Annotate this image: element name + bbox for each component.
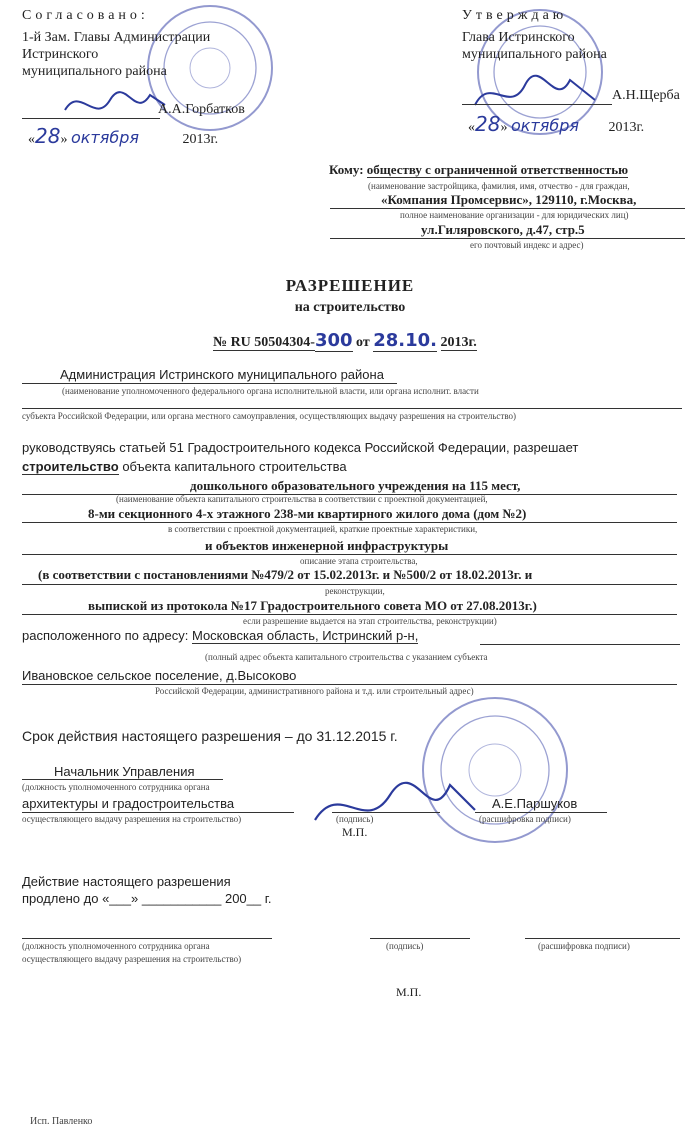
permits-word: строительство: [22, 459, 119, 474]
extension-stamp-mark: М.П.: [396, 985, 422, 999]
permit-year: 2013г.: [440, 335, 477, 350]
signer-position-hint1: (должность уполномоченного сотрудника органа: [22, 782, 210, 792]
approval-right-line1: Глава Истринского: [462, 30, 575, 45]
recipient-hint2: полное наименование организации - для юридических лиц): [400, 210, 629, 220]
object-hint2: в соответствии с проектной документацией, краткие проектные характеристики,: [168, 524, 478, 534]
permit-from-label: от: [356, 335, 370, 350]
validity-text: Срок действия настоящего разрешения – до 31.12.2015 г.: [22, 728, 398, 744]
permit-number-hand: 300: [314, 330, 353, 351]
recipient-line2: «Компания Промсервис», 129110, г.Москва,: [381, 192, 637, 207]
approval-left-line3: муниципального района: [22, 64, 167, 79]
signer-name: А.Е.Паршуков: [492, 796, 578, 811]
document-subtitle: на строительство: [294, 300, 406, 315]
approval-left-month: октября: [70, 128, 139, 147]
signer-name-hint: (расшифровка подписи): [479, 814, 571, 824]
object-line4: (в соответствии с постановлениями №479/2 от 15.02.2013г. и №500/2 от 18.02.2013г. и: [38, 567, 533, 582]
signer-position1: Начальник Управления: [22, 764, 223, 780]
approval-left-year: 2013г.: [182, 132, 219, 147]
signature-bottom: [310, 770, 480, 840]
address-value1: Московская область, Истринский р-н,: [191, 628, 419, 643]
object-hint1: (наименование объекта капитального строительства в соответствии с проектной документацией,: [116, 494, 488, 504]
object-hint4: реконструкции,: [325, 586, 385, 596]
authority-hint1: (наименование уполномоченного федерального органа исполнительной власти, или органа исполнит. власти: [62, 386, 479, 396]
approval-right-month: октября: [510, 116, 579, 135]
authority-name: Администрация Истринского муниципального района: [60, 367, 384, 382]
document-title: РАЗРЕШЕНИЕ: [285, 276, 415, 295]
authority-hint2: субъекта Российской Федерации, или органа местного самоуправления, осуществляющих выдачу разрешения на строительство): [22, 411, 517, 421]
object-line3: и объектов инженерной инфраструктуры: [205, 538, 449, 553]
recipient-org-type: обществу с ограниченной ответственностью: [366, 162, 629, 177]
recipient-label: Кому:: [329, 162, 364, 177]
approval-right-signer: А.Н.Щерба: [612, 88, 680, 103]
approval-right-header: Утверждаю: [462, 8, 568, 23]
extension-hint-decode: (расшифровка подписи): [538, 941, 630, 951]
signer-sign-hint: (подпись): [336, 814, 374, 824]
extension-line2: продлено до «___» ___________ 200__ г.: [22, 891, 272, 906]
signer-position-hint2: осуществляющего выдачу разрешения на строительство): [22, 814, 242, 824]
approval-left-signer: А.А.Горбатков: [158, 102, 245, 117]
object-line1: дошкольного образовательного учреждения на 115 мест,: [190, 478, 521, 493]
signer-stamp-mark: М.П.: [342, 825, 368, 839]
approval-left-header: Согласовано:: [22, 8, 149, 23]
object-hint3: описание этапа строительства,: [300, 556, 418, 566]
address-label: расположенного по адресу:: [22, 628, 189, 643]
recipient-line3: ул.Гиляровского, д.47, стр.5: [421, 222, 585, 237]
object-hint5: если разрешение выдается на этап строительства, реконструкции): [243, 616, 497, 626]
approval-right-year: 2013г.: [608, 120, 645, 135]
approval-right-date: «28» октября 2013г.: [468, 112, 645, 136]
extension-hint-position1: (должность уполномоченного сотрудника органа: [22, 941, 210, 951]
approval-right-day: 28: [475, 112, 501, 136]
recipient-hint1: (наименование застройщика, фамилия, имя, отчество - для граждан,: [368, 181, 630, 191]
address-line1: [22, 628, 418, 643]
approval-left-line1: 1-й Зам. Главы Администрации: [22, 30, 211, 45]
permit-date-hand: 28.10.: [373, 330, 438, 351]
approval-left-line2: Истринского: [22, 47, 99, 62]
extension-hint-position2: осуществляющего выдачу разрешения на строительство): [22, 954, 242, 964]
recipient-line1: [329, 162, 628, 178]
approval-left-day: 28: [35, 124, 61, 148]
approval-right-line2: муниципального района: [462, 47, 607, 62]
signature-left: [60, 80, 170, 130]
permit-number-prefix: № RU 50504304-: [213, 335, 315, 350]
extension-hint-sign: (подпись): [386, 941, 424, 951]
address-hint2: Российской Федерации, административного района и т.д. или строительный адрес): [155, 686, 474, 696]
object-line5: выпиской из протокола №17 Градостроительного совета МО от 27.08.2013г.): [88, 598, 537, 613]
approval-left-date: «28» октября 2013г.: [28, 124, 219, 148]
permits-line: [22, 459, 347, 474]
grounds-text: руководствуясь статьей 51 Градостроительного кодекса Российской Федерации, разрешает: [22, 440, 579, 455]
address-value2: Ивановское сельское поселение, д.Высоково: [22, 668, 297, 683]
recipient-hint3: его почтовый индекс и адрес): [470, 240, 584, 250]
signer-position2: архитектуры и градостроительства: [22, 796, 235, 811]
executor-note: Исп. Павленко: [30, 1116, 93, 1127]
extension-line1: Действие настоящего разрешения: [22, 874, 231, 889]
permits-rest: объекта капитального строительства: [122, 459, 347, 474]
address-hint1: (полный адрес объекта капитального строительства с указанием субъекта: [205, 652, 488, 662]
object-line2: 8-ми секционного 4-х этажного 238-ми квартирного жилого дома (дом №2): [88, 506, 527, 521]
permit-number: [213, 330, 477, 351]
